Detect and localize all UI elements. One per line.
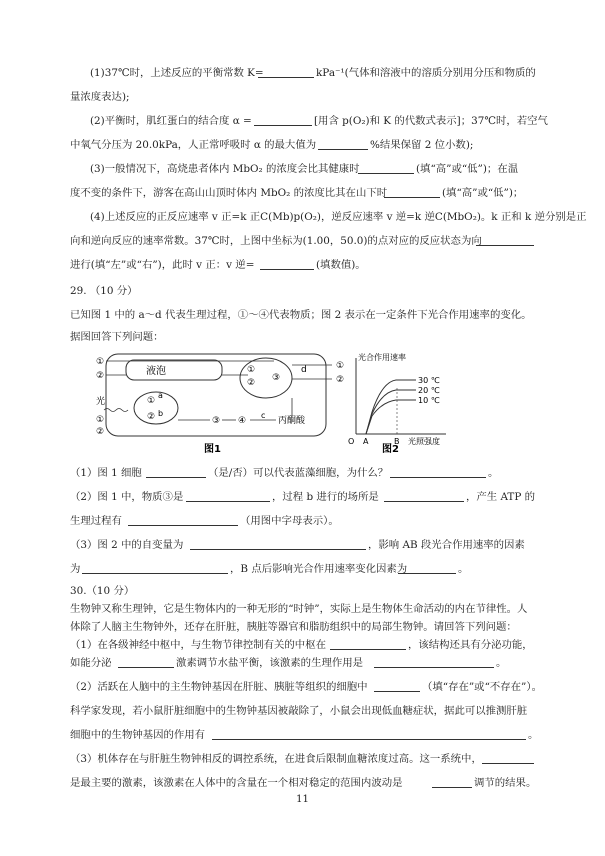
- answer-blank[interactable]: [146, 466, 206, 478]
- series-line-10: [366, 400, 416, 434]
- q28-text: kPa⁻¹(气体和溶液中的溶质分别用分压和物质的: [316, 67, 536, 79]
- q29-text: 已知图 1 中的 a～d 代表生理过程，①～④代表物质；图 2 表示在一定条件下光合作用速率的变化。: [70, 309, 532, 321]
- q30-text: 生物钟又称生理钟，它是生物体内的一种无形的“时钟”，实际上是生物体生命活动的内在节律性。人: [70, 603, 528, 615]
- origin-label: O: [348, 437, 355, 446]
- label-1-right: ①: [336, 361, 345, 371]
- answer-blank[interactable]: [476, 234, 534, 246]
- q28-text: 向和逆向反应的速率常数。37℃时，上图中坐标为(1.00，50.0)的点对应的反应状态为向: [70, 235, 482, 247]
- answer-blank[interactable]: [258, 66, 314, 78]
- figure-2-chart: [348, 352, 446, 455]
- q29-figures: [96, 352, 526, 456]
- q29-text: （2）图 1 中，物质③是: [70, 491, 184, 503]
- y-axis-label: 光合作用速率: [358, 353, 406, 362]
- q28-text: 度不变的条件下，游客在高山山顶时体内 MbO₂ 的浓度比其在山下时: [70, 187, 388, 199]
- q28-text: 量浓度表达);: [70, 91, 130, 103]
- q29-text: （是/否）可以代表蓝藻细胞，为什么？: [208, 467, 389, 479]
- point-a-label: A: [363, 437, 369, 446]
- answer-blank[interactable]: [398, 562, 456, 574]
- label-2-right: ②: [336, 375, 345, 385]
- label-1-mito: ①: [247, 365, 256, 375]
- q30-text: 细胞中的生物钟基因的作用有: [70, 729, 206, 741]
- answer-blank[interactable]: [390, 466, 486, 478]
- q30-text: 科学家发现，若小鼠肝脏细胞中的生物钟基因被敲除了，小鼠会出现低血糖症状，据此可以推测肝脏: [70, 705, 528, 717]
- q30-text: （填“存在”或“不存在”）。: [422, 681, 542, 693]
- series-label-20: 20 ℃: [418, 386, 440, 395]
- figure-1-diagram: [96, 352, 526, 456]
- answer-blank[interactable]: [384, 490, 464, 502]
- label-3-mito: ③: [272, 373, 281, 383]
- q30-text: （3）机体存在与肝脏生物钟相反的调控系统，在进食后限制血糖浓度过高。这一系统中，: [70, 753, 482, 765]
- label-3-bottom: ③: [212, 416, 221, 426]
- q28-text: 中氧气分压为 20.0kPa，人正常呼吸时 α 的最大值为: [70, 139, 317, 151]
- series-label-10: 10 ℃: [418, 396, 440, 405]
- q30-text: （2）活跃在人脑中的主生物钟基因在肝脏、胰脏等组织的细胞中: [70, 681, 368, 693]
- answer-blank[interactable]: [128, 514, 238, 526]
- light-wave: [104, 409, 128, 412]
- page-number: 11: [296, 794, 309, 805]
- q29-text: 生理过程有: [70, 515, 122, 527]
- q29-text: 为: [70, 563, 81, 575]
- q28-text: [用含 p(O₂)和 K 的代数式表示]；37℃时，若空气: [314, 115, 548, 127]
- q29-text: 据图回答下列问题：: [70, 331, 164, 343]
- q28-text: (填“高”或“低”)；: [442, 187, 524, 199]
- q30-text: 如能分泌: [70, 657, 112, 669]
- answer-blank[interactable]: [318, 138, 368, 150]
- q28-text: %结果保留 2 位小数);: [370, 139, 474, 151]
- label-2-bottom: ②: [96, 427, 105, 437]
- label-2-left-top: ②: [96, 371, 105, 381]
- answer-blank[interactable]: [374, 656, 494, 668]
- q29-text: ，过程 b 进行的场所是: [272, 491, 379, 503]
- label-2-mito: ②: [247, 378, 256, 388]
- answer-blank[interactable]: [190, 538, 366, 550]
- q29-text: （1）图 1 细胞: [70, 467, 142, 479]
- label-a: a: [158, 391, 163, 400]
- q30-heading: 30.（10 分）: [70, 585, 135, 597]
- label-1-chloro: ①: [147, 396, 156, 406]
- q29-text: （3）图 2 中的自变量为: [70, 539, 184, 551]
- q30-text: 。: [496, 657, 507, 669]
- label-4-bottom: ④: [238, 416, 247, 426]
- figure-1-caption: 图1: [204, 444, 221, 455]
- q28-text: 进行(填“左”或“右”)，此时 v 正：v 逆=: [70, 259, 255, 271]
- q29-text: ，B 点后影响光合作用速率变化因素为: [230, 563, 408, 575]
- q30-text: 调节的结果。: [474, 777, 537, 789]
- answer-blank[interactable]: [254, 114, 312, 126]
- q30-text: 激素调节水盐平衡，该激素的生理作用是: [176, 657, 364, 669]
- point-b-label: B: [394, 437, 400, 446]
- q28-text: (填数值)。: [316, 259, 366, 271]
- label-c: c: [261, 411, 266, 420]
- chloroplast-outline: [134, 392, 178, 424]
- answer-blank[interactable]: [432, 776, 472, 788]
- answer-blank[interactable]: [118, 656, 174, 668]
- answer-blank[interactable]: [212, 728, 526, 740]
- q30-text: 是最主要的激素，该激素在人体中的含量在一个相对稳定的范围内波动是: [70, 777, 403, 789]
- q28-text: (3)一般情况下，高烧患者体内 MbO₂ 的浓度会比其健康时: [90, 163, 360, 175]
- q30-text: （1）在各级神经中枢中，与生物节律控制有关的中枢在: [70, 639, 326, 651]
- label-d: d: [301, 365, 307, 375]
- answer-blank[interactable]: [82, 562, 228, 574]
- q29-text: 。: [458, 563, 469, 575]
- series-line-20: [366, 390, 416, 434]
- vacuole-label: 液泡: [146, 366, 166, 377]
- q28-text: (1)37℃时，上述反应的平衡常数 K=: [90, 67, 264, 79]
- series-label-30: 30 ℃: [418, 376, 440, 385]
- q29-text: ，影响 AB 段光合作用速率的因素: [368, 539, 525, 551]
- label-1-left-top: ①: [96, 357, 105, 367]
- series-line-30: [366, 380, 416, 434]
- x-axis-label: 光照强度: [408, 437, 440, 446]
- figure-2-caption: 图2: [382, 444, 399, 455]
- label-1-bottom: ①: [96, 415, 105, 425]
- answer-blank[interactable]: [384, 186, 440, 198]
- light-label: 光: [96, 397, 106, 407]
- answer-blank[interactable]: [358, 162, 414, 174]
- answer-blank[interactable]: [482, 752, 534, 764]
- pyruvate-label: 丙酮酸: [278, 416, 306, 426]
- answer-blank[interactable]: [330, 638, 406, 650]
- q28-text: (填“高”或“低”)；在温: [416, 163, 519, 175]
- label-2-chloro: ②: [147, 412, 156, 422]
- q28-text: (2)平衡时，肌红蛋白的结合度 α =: [90, 115, 252, 127]
- vacuole-outline: [126, 360, 222, 380]
- q29-text: （用图中字母表示）。: [240, 515, 339, 527]
- q29-text: 。: [488, 467, 499, 479]
- answer-blank[interactable]: [260, 258, 314, 270]
- q30-text: 体除了人脑主生物钟外，还存在肝脏，胰脏等器官和脂肪组织中的局部生物钟。请回答下列问题：: [70, 621, 517, 633]
- answer-blank[interactable]: [186, 490, 270, 502]
- q28-text: (4)上述反应的正反应速率 v 正=k 正C(Mb)p(O₂)，逆反应速率 v 逆=k 逆C(MbO₂)。k 正和 k 逆分别是正: [90, 211, 587, 223]
- label-b: b: [158, 409, 164, 418]
- q29-text: ，产生 ATP 的: [466, 491, 536, 503]
- answer-blank[interactable]: [374, 680, 420, 692]
- q30-text: 。: [528, 729, 539, 741]
- q30-text: ，该结构还具有分泌功能，: [408, 639, 533, 651]
- q29-heading: 29. （10 分）: [70, 285, 138, 297]
